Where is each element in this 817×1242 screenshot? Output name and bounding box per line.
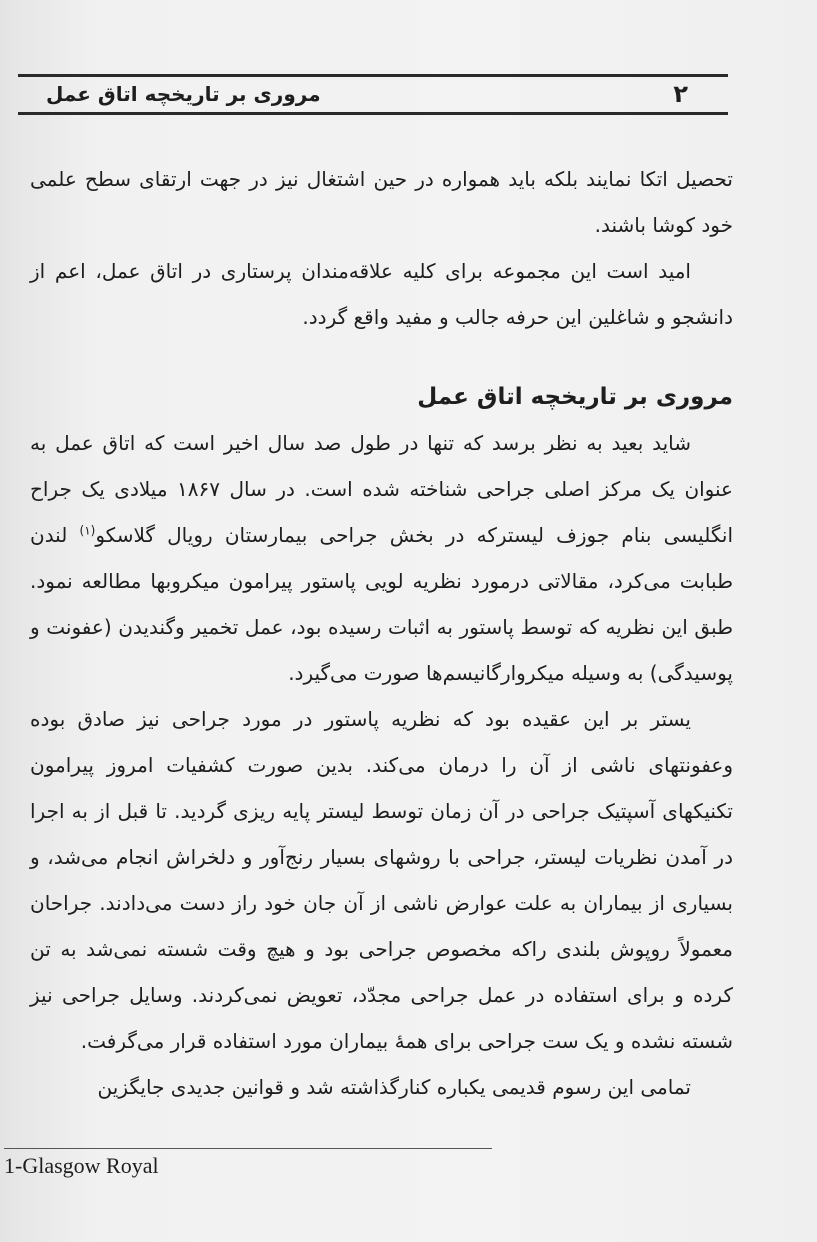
section-heading: مروری بر تاریخچه اتاق عمل — [417, 384, 733, 410]
paragraph-lister-intro-a: شاید بعید به نظر برسد که تنها در طول صد سال اخیر است که اتاق عمل به عنوان یک مرکز اصلی جراحی شناخته شده است. در سال ۱۸۶۷ میلادی یک جراح انگلیسی بنام جوزف لیسترکه در بخش جراحی بیمارستان رویال گلاسکو — [30, 431, 733, 547]
body-text — [30, 156, 733, 1110]
footnote-rule — [4, 1148, 492, 1149]
footnote: 1-Glasgow Royal — [4, 1153, 159, 1178]
running-title: مروری بر تاریخچه اتاق عمل — [46, 82, 321, 106]
paragraph-lister-intro — [30, 420, 733, 696]
paragraph-old-customs: تمامی این رسوم قدیمی یکباره کنارگذاشته شد و قوانین جدیدی جایگزین — [97, 1075, 691, 1099]
header-rule-bottom — [18, 112, 728, 115]
footnote-marker: (۱) — [79, 523, 96, 538]
paragraph-lister-intro-b: لندن طبابت می‌کرد، مقالاتی درمورد نظریه لویی پاستور پیرامون میکروبها مطالعه نمود. طبق این نظریه که توسط پاستور به اثبات رسیده بود، عمل تخمیر وگندیدن (عفونت و پوسیدگی) به وسیله میکروارگانیسم‌ها صورت می‌گیرد. — [30, 523, 733, 685]
page-header — [18, 78, 728, 110]
paragraph-lister-theory: یستر بر این عقیده بود که نظریه پاستور در مورد جراحی نیز صادق بوده وعفونتهای ناشی از آن را درمان می‌کند. بدین صورت کشفیات امروز پیرامون تکنیکهای آسپتیک جراحی در آن زمان توسط لیستر پایه ریزی گردید. تا قبل از به اجرا در آمدن نظریات لیستر، جراحی با روشهای بسیار رنج‌آور و دلخراش انجام می‌شد، و بسیاری از بیماران به علت عوارض ناشی از آن جان خود راز دست می‌دادند. جراحان معمولاً روپوش بلندی راکه مخصوص جراحی بود و هیچ وقت شسته نمی‌شد به تن کرده و برای استفاده در عمل جراحی مجدّد، تعویض نمی‌کردند. وسایل جراحی نیز شسته نشده و یک ست جراحی برای همهٔ بیماران مورد استفاده قرار می‌گرفت. — [30, 707, 733, 1053]
paragraph-continuation: تحصیل اتکا نمایند بلکه باید همواره در حین اشتغال نیز در جهت ارتقای سطح علمی خود کوشا باشند. — [30, 167, 733, 237]
paragraph-hope: امید است این مجموعه برای کلیه علاقه‌مندان پرستاری در اتاق عمل، اعم از دانشجو و شاغلین این حرفه جالب و مفید واقع گردد. — [30, 259, 733, 329]
header-rule-top — [18, 74, 728, 77]
page-number: ۲ — [673, 80, 688, 108]
